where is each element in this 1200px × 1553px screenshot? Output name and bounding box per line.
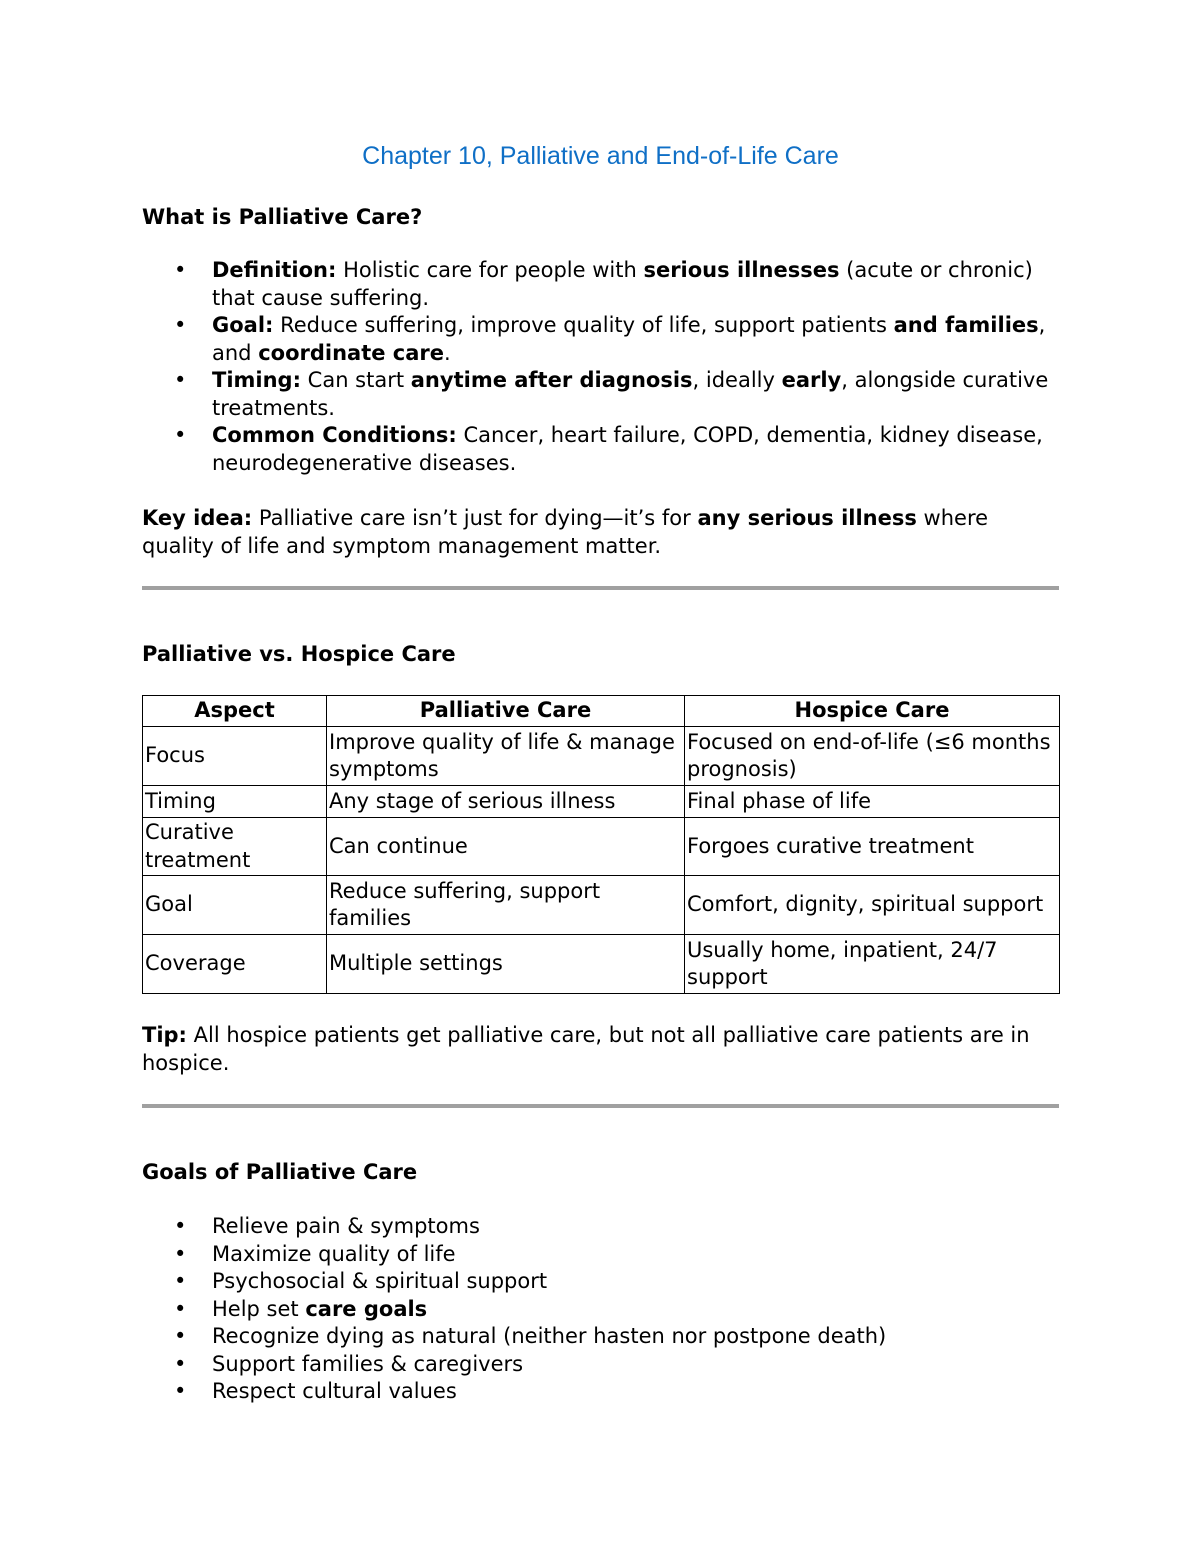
definition-list	[142, 257, 1059, 477]
list-item-common-conditions: • Common Conditions: Cancer, heart failure, COPD, dementia, kidney disease, neurodegenerative diseases.	[142, 422, 1059, 477]
table-row	[143, 818, 1060, 876]
list-item-label: Definition:	[212, 258, 337, 282]
goals-list	[142, 1213, 1059, 1406]
table-row	[143, 876, 1060, 935]
list-item: • Recognize dying as natural (neither hasten nor postpone death)	[142, 1323, 1059, 1351]
table-cell: Forgoes curative treatment	[685, 818, 1060, 876]
list-item-label: Goal:	[212, 313, 274, 337]
tip-paragraph: Tip: All hospice patients get palliative care, but not all palliative care patients are in hospice.	[142, 1023, 1030, 1075]
list-item: • Psychosocial & spiritual support	[142, 1268, 1059, 1296]
list-item: • Support families & caregivers	[142, 1351, 1059, 1379]
list-item-definition: • Definition: Holistic care for people with serious illnesses (acute or chronic) that cause suffering.	[142, 257, 1059, 312]
table-cell: Goal	[143, 876, 327, 935]
key-idea-paragraph: Key idea: Palliative care isn’t just for dying—it’s for any serious illness where quality of life and symptom management matter.	[142, 506, 989, 558]
list-item-label: Timing:	[212, 368, 301, 392]
list-item-label: Common Conditions:	[212, 423, 457, 447]
table-row	[143, 786, 1060, 818]
list-item: • Maximize quality of life	[142, 1241, 1059, 1269]
table-row	[143, 935, 1060, 994]
table-cell: Curative treatment	[143, 818, 327, 876]
table-cell: Any stage of serious illness	[327, 786, 685, 818]
list-item-goal: • Goal: Reduce suffering, improve quality of life, support patients and families, and coordinate care.	[142, 312, 1059, 367]
table-cell: Comfort, dignity, spiritual support	[685, 876, 1060, 935]
list-item: • Relieve pain & symptoms	[142, 1213, 1059, 1241]
table-cell: Improve quality of life & manage symptoms	[327, 727, 685, 786]
column-header: Hospice Care	[685, 696, 1060, 727]
column-header: Palliative Care	[327, 696, 685, 727]
horizontal-divider	[142, 1104, 1059, 1108]
table-cell: Multiple settings	[327, 935, 685, 994]
list-item: • Help set care goals	[142, 1296, 1059, 1324]
table-cell: Timing	[143, 786, 327, 818]
list-item-timing: • Timing: Can start anytime after diagnosis, ideally early, alongside curative treatments.	[142, 367, 1059, 422]
section-heading-goals: Goals of Palliative Care	[142, 1160, 418, 1184]
table-cell: Focus	[143, 727, 327, 786]
table-row	[143, 727, 1060, 786]
horizontal-divider	[142, 586, 1059, 590]
table-cell: Final phase of life	[685, 786, 1060, 818]
section-heading-what-is-palliative-care: What is Palliative Care?	[142, 205, 423, 229]
section-heading-palliative-vs-hospice: Palliative vs. Hospice Care	[142, 642, 456, 666]
table-cell: Usually home, inpatient, 24/7 support	[685, 935, 1060, 994]
list-item: • Respect cultural values	[142, 1378, 1059, 1406]
page-title: Chapter 10, Palliative and End-of-Life Care	[362, 142, 839, 170]
table-cell: Focused on end-of-life (≤6 months prognosis)	[685, 727, 1060, 786]
table-cell: Reduce suffering, support families	[327, 876, 685, 935]
table-cell: Coverage	[143, 935, 327, 994]
comparison-table	[142, 695, 1060, 994]
table-header-row	[143, 696, 1060, 727]
column-header: Aspect	[143, 696, 327, 727]
table-cell: Can continue	[327, 818, 685, 876]
